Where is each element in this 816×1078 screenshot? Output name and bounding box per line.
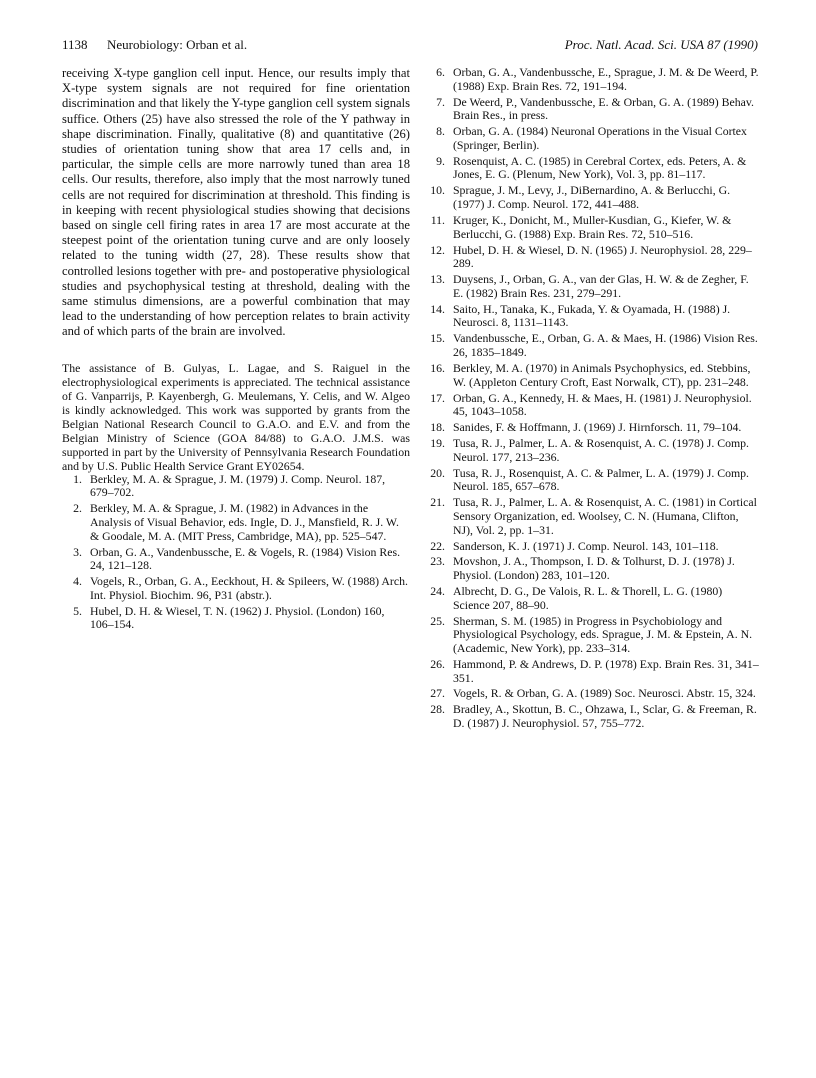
reference-number: 8. <box>436 124 445 139</box>
reference-list-left <box>62 473 410 632</box>
reference-number: 12. <box>430 242 445 257</box>
reference-number: 1. <box>73 471 82 486</box>
reference-text: Tusa, R. J., Palmer, L. A. & Rosenquist, A. C. (1978) J. Comp. Neurol. 177, 213–236. <box>453 436 750 464</box>
page-header <box>62 37 758 57</box>
reference-item <box>425 658 759 685</box>
reference-item <box>425 362 759 389</box>
reference-text: Orban, G. A., Vandenbussche, E., Sprague, J. M. & De Weerd, P. (1988) Exp. Brain Res. 72, 191–194. <box>453 65 759 93</box>
reference-text: Berkley, M. A. & Sprague, J. M. (1982) in Advances in the Analysis of Visual Behavior, eds. Ingle, D. J., Mansfield, R. J. W. & Goodale, M. A. (MIT Press, Cambridge, MA), pp. 525–547. <box>90 501 399 543</box>
reference-text: Vogels, R. & Orban, G. A. (1989) Soc. Neurosci. Abstr. 15, 324. <box>453 686 756 701</box>
reference-number: 17. <box>430 390 445 405</box>
reference-text: Bradley, A., Skottun, B. C., Ohzawa, I., Sclar, G. & Freeman, R. D. (1987) J. Neurophysiol. 57, 755–772. <box>453 702 757 731</box>
reference-number: 27. <box>430 686 445 701</box>
reference-text: Orban, G. A., Vandenbussche, E. & Vogels, R. (1984) Vision Res. 24, 121–128. <box>90 544 401 573</box>
reference-item <box>425 437 759 464</box>
reference-item <box>425 273 759 300</box>
reference-number: 18. <box>430 420 445 435</box>
right-column <box>425 66 759 733</box>
reference-number: 11. <box>430 212 445 227</box>
reference-number: 9. <box>436 153 445 168</box>
reference-item <box>425 467 759 494</box>
reference-item <box>425 66 759 93</box>
reference-item <box>425 687 759 701</box>
reference-number: 25. <box>430 613 445 628</box>
reference-text: Sherman, S. M. (1985) in Progress in Psychobiology and Physiological Psychology, eds. Sprague, J. M. & Epstein, A. N. (Academic, New York), pp. 233–314. <box>453 613 753 655</box>
reference-item <box>62 502 410 543</box>
reference-number: 20. <box>430 465 445 480</box>
reference-number: 22. <box>430 538 445 553</box>
reference-item <box>425 96 759 123</box>
reference-item <box>425 392 759 419</box>
reference-item <box>425 244 759 271</box>
reference-number: 2. <box>73 501 82 516</box>
reference-number: 4. <box>73 574 82 589</box>
left-column <box>62 66 410 634</box>
reference-text: De Weerd, P., Vandenbussche, E. & Orban, G. A. (1989) Behav. Brain Res., in press. <box>453 94 754 123</box>
reference-text: Berkley, M. A. & Sprague, J. M. (1979) J. Comp. Neurol. 187, 679–702. <box>90 471 386 500</box>
reference-number: 13. <box>430 272 445 287</box>
reference-text: Tusa, R. J., Palmer, L. A. & Rosenquist, A. C. (1981) in Cortical Sensory Organization, ed. Woolsey, C. N. (Humana, Clifton, NJ), Vol. 2, pp. 1–31. <box>453 495 757 537</box>
reference-text: Berkley, M. A. (1970) in Animals Psychophysics, ed. Stebbins, W. (Appleton Century Croft, East Norwalk, CT), pp. 231–248. <box>453 360 751 389</box>
reference-number: 26. <box>430 656 445 671</box>
reference-list-right <box>425 66 759 731</box>
reference-number: 15. <box>430 331 445 346</box>
reference-item <box>425 540 759 554</box>
reference-number: 23. <box>430 554 445 569</box>
reference-number: 19. <box>430 436 445 451</box>
reference-number: 14. <box>430 301 445 316</box>
reference-text: Vandenbussche, E., Orban, G. A. & Maes, H. (1986) Vision Res. 26, 1835–1849. <box>453 331 758 360</box>
reference-number: 28. <box>430 702 445 717</box>
reference-number: 5. <box>73 603 82 618</box>
reference-item <box>425 421 759 435</box>
body-paragraph: receiving X-type ganglion cell input. Hence, our results imply that X-type system signals are not required for fine orientation discrimination and that likely the Y-type ganglion cell system signals suffice. Others (25) have also stressed the role of the Y pathway in shape discrimination. Finally, qualitative (8) and quantitative (26) studies of orientation tuning show that area 17 cells and, in particular, the simple cells are more narrowly tuned than area 18 cells. Our results, therefore, also imply that the most narrowly tuned cells are not required for discrimination at threshold. This finding is in keeping with recent physiological studies showing that decisions based on single cell firing rates in area 17 are most accurate at the steepest point of the orientation tuning curve and are only loosely related to the tuning width (27, 28). These results show that controlled lesions together with pre- and postoperative physiological studies and psychophysical testing at threshold, dealing with the same stimulus dimensions, are a powerful combination that may lead to the understanding of how perception relates to brain activity and of which parts of the brain are involved. <box>62 66 410 339</box>
reference-item <box>425 585 759 612</box>
reference-item <box>62 546 410 573</box>
reference-item <box>425 703 759 730</box>
reference-text: Rosenquist, A. C. (1985) in Cerebral Cortex, eds. Peters, A. & Jones, E. G. (Plenum, New York), Vol. 3, pp. 81–117. <box>453 153 747 182</box>
reference-text: Saito, H., Tanaka, K., Fukada, Y. & Oyamada, H. (1988) J. Neurosci. 8, 1131–1143. <box>453 301 731 330</box>
reference-text: Hammond, P. & Andrews, D. P. (1978) Exp. Brain Res. 31, 341–351. <box>453 656 759 685</box>
reference-text: Duysens, J., Orban, G. A., van der Glas, H. W. & de Zegher, F. E. (1982) Brain Res. 231, 279–291. <box>453 272 749 300</box>
reference-item <box>62 575 410 602</box>
reference-item <box>62 605 410 632</box>
reference-number: 16. <box>430 360 445 375</box>
reference-number: 21. <box>430 495 445 510</box>
reference-item <box>425 184 759 211</box>
reference-number: 3. <box>73 544 82 559</box>
reference-text: Hubel, D. H. & Wiesel, D. N. (1965) J. Neurophysiol. 28, 229–289. <box>453 242 752 271</box>
reference-item <box>62 473 410 500</box>
reference-text: Sanderson, K. J. (1971) J. Comp. Neurol. 143, 101–118. <box>453 538 719 553</box>
reference-text: Tusa, R. J., Rosenquist, A. C. & Palmer, L. A. (1979) J. Comp. Neurol. 185, 657–678. <box>453 465 750 494</box>
reference-item <box>425 214 759 241</box>
reference-number: 7. <box>436 94 445 109</box>
reference-item <box>425 332 759 359</box>
reference-text: Vogels, R., Orban, G. A., Eeckhout, H. & Spileers, W. (1988) Arch. Int. Physiol. Biochim. 96, P31 (abstr.). <box>90 574 408 602</box>
reference-item <box>425 615 759 656</box>
journal-citation: Proc. Natl. Acad. Sci. USA 87 (1990) <box>564 37 758 52</box>
page-number: 1138 <box>62 37 88 52</box>
reference-item <box>425 303 759 330</box>
running-head: Neurobiology: Orban et al. <box>107 37 248 52</box>
reference-number: 6. <box>436 65 445 79</box>
reference-text: Orban, G. A., Kennedy, H. & Maes, H. (1981) J. Neurophysiol. 45, 1043–1058. <box>453 390 752 419</box>
reference-text: Kruger, K., Donicht, M., Muller-Kusdian, G., Kiefer, W. & Berlucchi, G. (1988) Exp. Brain Res. 72, 510–516. <box>453 212 732 241</box>
acknowledgment: The assistance of B. Gulyas, L. Lagae, and S. Raiguel in the electrophysiological experiments is appreciated. The technical assistance of G. Vanparrijs, P. Kayenbergh, G. Meulemans, Y. Celis, and W. Algeo is kindly acknowledged. This work was supported by grants from the Belgian National Research Council to G.A.O. and E.V. and from the Belgian Ministry of Science (GOA 84/88) to G.A.O. J.M.S. was supported in part by the University of Pennsylvania Research Foundation and by U.S. Public Health Service Grant EY02654. <box>62 360 410 473</box>
reference-text: Sprague, J. M., Levy, J., DiBernardino, A. & Berlucchi, G. (1977) J. Comp. Neurol. 172, 441–488. <box>453 183 731 212</box>
reference-text: Movshon, J. A., Thompson, I. D. & Tolhurst, D. J. (1978) J. Physiol. (London) 283, 101–120. <box>453 554 735 583</box>
reference-text: Orban, G. A. (1984) Neuronal Operations in the Visual Cortex (Springer, Berlin). <box>453 124 747 152</box>
reference-text: Albrecht, D. G., De Valois, R. L. & Thorell, L. G. (1980) Science 207, 88–90. <box>453 583 723 612</box>
reference-item <box>425 155 759 182</box>
reference-text: Sanides, F. & Hoffmann, J. (1969) J. Hirnforsch. 11, 79–104. <box>453 420 742 435</box>
reference-number: 10. <box>430 183 445 198</box>
reference-item <box>425 555 759 582</box>
reference-item <box>425 496 759 537</box>
reference-number: 24. <box>430 583 445 598</box>
reference-text: Hubel, D. H. & Wiesel, T. N. (1962) J. Physiol. (London) 160, 106–154. <box>90 603 385 632</box>
reference-item <box>425 125 759 152</box>
